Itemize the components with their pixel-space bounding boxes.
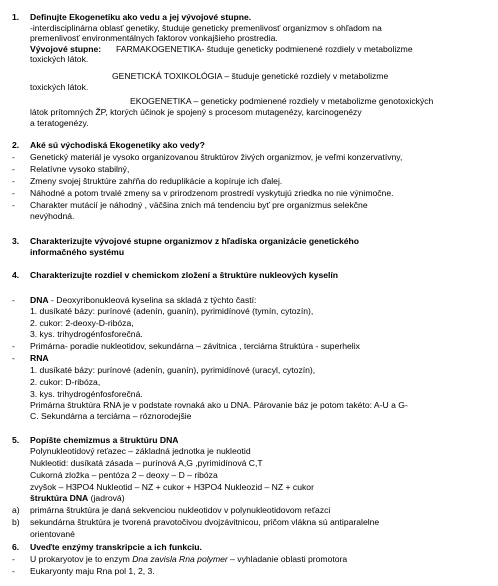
q1-stage-cont: a teratogenézy. <box>30 118 89 128</box>
q4-rna-structure: Primárna štruktúra RNA je v podstate rovnaká ako u DNA. Párovanie báz je potom takéto: A-U a G- <box>30 400 408 410</box>
q2-item: Charakter mutácií je náhodný , väčšina znich má tendenciu byť pre organizmus selekčne <box>30 200 368 210</box>
q4-rna-part: 3. kys. trihydrogénfosforečná. <box>30 389 143 399</box>
q1-line: -interdisciplinárna oblasť genetiky, študuje geneticky premenlivosť organizmov s ohľadom na <box>30 23 382 33</box>
dna-description: - Deoxyribonukleová kyselina sa skladá z týchto častí: <box>48 295 257 305</box>
bullet-dash: - <box>12 353 15 363</box>
q5-marker-a: a) <box>12 505 20 515</box>
q5-line: Cukorná zložka – pentóza 2 – deoxy – D – ribóza <box>30 470 218 480</box>
q4-rna-part: 2. cukor: D-ribóza, <box>30 377 101 387</box>
bullet-dash: - <box>12 152 15 162</box>
q4-title: Charakterizujte rozdiel v chemickom zložení a štruktúre nukleových kyselín <box>30 270 339 280</box>
q2-title: Aké sú východiská Ekogenetiky ako vedy? <box>30 140 205 150</box>
q5-line: zvyšok – H3PO4 Nukleotid – NZ + cukor + H3PO4 Nukleozid – NZ + cukor <box>30 482 314 492</box>
q1-stage: FARMAKOGENETIKA- študuje geneticky podmienené rozdiely v metabolizme <box>116 44 413 54</box>
q4-dna-part: 2. cukor: 2-deoxy-D-ribóza, <box>30 318 134 328</box>
dna-structure-note: (jadrová) <box>88 493 125 503</box>
q5-line: Nukleotid: dusíkatá zásada – purínová A,G ,pyrimidínová C,T <box>30 458 263 468</box>
q6-item-prefix: U prokaryotov je to enzym <box>30 554 133 564</box>
q6-item <box>30 554 347 564</box>
q5-item-b-cont: orientované <box>30 529 75 539</box>
q4-dna-line <box>30 295 256 305</box>
q1-stage: GENETICKÁ TOXIKOLÓGIA – študuje genetické rozdiely v metabolizme <box>112 71 389 81</box>
bullet-dash: - <box>12 341 15 351</box>
bullet-dash: - <box>12 200 15 210</box>
q1-line: premenlivosť environmentálnych faktorov vonkajšieho prostredia. <box>30 33 278 43</box>
q3-number: 3. <box>12 236 20 246</box>
bullet-dash: - <box>12 164 15 174</box>
bullet-dash: - <box>12 188 15 198</box>
q5-marker-b: b) <box>12 517 20 527</box>
q6-number: 6. <box>12 542 20 552</box>
q1-stages-label: Vývojové stupne: <box>30 44 102 54</box>
q1-stage-cont: látok prítomných ŽP, ktorých účinok je spojený s procesom mutagenézy, karcinogenézy <box>30 107 362 117</box>
q1-stage-cont: toxických látok. <box>30 54 89 64</box>
q2-item: Náhodné a potom trvalé zmeny sa v prirodzenom prostredí vyskytujú zriedka no nie výnimočne. <box>30 188 394 198</box>
q6-title: Uveďte enzýmy transkripcie a ich funkciu. <box>30 542 202 552</box>
q4-rna-part: 1. dusíkaté bázy: purínové (adenín, guanín), pyrimidínové (uracyl, cytozín), <box>30 365 316 375</box>
rna-label: RNA <box>30 353 49 363</box>
q5-item-a: primárna štruktúra je daná sekvenciou nukleotidov v polynukleotidovom reťazci <box>30 505 331 515</box>
q5-number: 5. <box>12 435 20 445</box>
bullet-dash: - <box>12 176 15 186</box>
q6-item-suffix: – vyhladanie oblasti promotora <box>227 554 348 564</box>
q3-title-cont: informačného systému <box>30 247 125 257</box>
q3-title: Charakterizujte vývojové stupne organizmov z hľadiska organizácie genetického <box>30 236 360 246</box>
q4-rna-structure-cont: C. Sekundárna a terciárna – róznorodejšie <box>30 411 192 421</box>
q1-title: Definujte Ekogenetiku ako vedu a jej vývojové stupne. <box>30 12 252 22</box>
dna-label: DNA <box>30 295 49 305</box>
q5-item-b: sekundárna štruktúra je tvorená pravotočivou dvojzávitnicou, pričom vlákna sú antiparalelne <box>30 517 380 527</box>
dna-structure-label: štruktúra DNA <box>30 493 89 503</box>
q1-stage: EKOGENETIKA – geneticky podmienené rozdiely v metabolizme genotoxických <box>130 96 434 106</box>
q1-stage-cont: toxických látok. <box>30 82 89 92</box>
q2-item: Zmeny svojej štruktúre zahŕňa do reduplikácie a kopíruje ich ďalej. <box>30 176 283 186</box>
q4-dna-structure: Primárna- poradie nukleotidov, sekundárna – závitnica , terciárna štruktúra - superhelix <box>30 341 360 351</box>
q4-number: 4. <box>12 270 20 280</box>
q6-item: Eukaryonty maju Rna pol 1, 2, 3. <box>30 566 155 576</box>
q5-structure-heading <box>30 493 125 503</box>
bullet-dash: - <box>12 554 15 564</box>
q5-title: Popíšte chemizmus a štruktúru DNA <box>30 435 179 445</box>
q4-dna-part: 1. dusíkaté bázy: purínové (adenín, guanín), pyrimidínové (tymín, cytozín), <box>30 306 314 316</box>
bullet-dash: - <box>12 566 15 576</box>
q1-number: 1. <box>12 12 20 22</box>
q2-item: Genetický materiál je vysoko organizovanou štruktúrov živých organizmov, je veľmi konzervatívny, <box>30 152 403 162</box>
q2-item-cont: nevýhodná. <box>30 211 75 221</box>
q2-number: 2. <box>12 140 20 150</box>
q4-dna-part: 3. kys. trihydrogénfosforečná. <box>30 329 143 339</box>
bullet-dash: - <box>12 295 15 305</box>
q6-enzyme-name: Dna zavisla Rna polymer <box>132 554 228 564</box>
q5-line: Polynukleotidový reťazec – základná jednotka je nukleotid <box>30 446 251 456</box>
q2-item: Relatívne vysoko stabilný, <box>30 164 130 174</box>
